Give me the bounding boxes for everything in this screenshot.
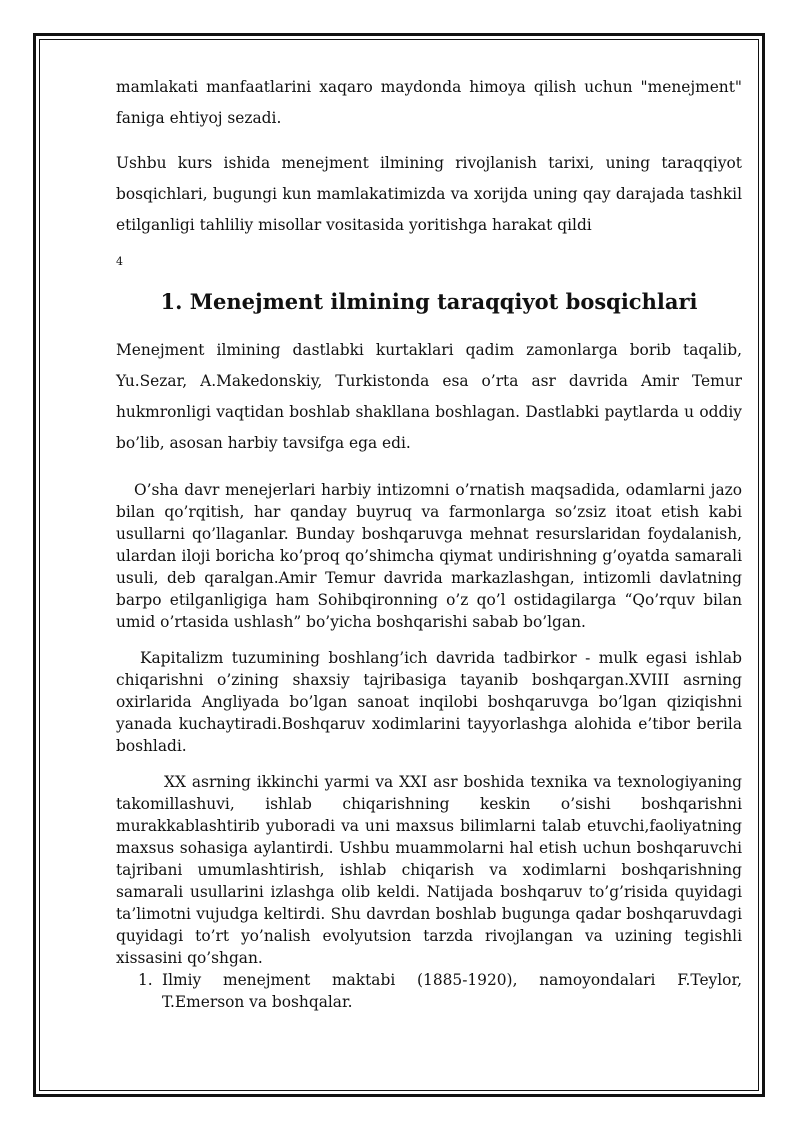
section-heading: 1. Menejment ilmining taraqqiyot bosqichlari bbox=[160, 289, 698, 314]
page-number: 4 bbox=[116, 255, 123, 268]
list-item-text: Ilmiy menejment maktabi (1885-1920), namoyondalari F.Teylor, T.Emerson va boshqalar. bbox=[162, 971, 742, 1011]
paragraph-intro: Menejment ilmining dastlabki kurtaklari qadim zamonlarga borib taqalib, Yu.Sezar, A.Makedonskiy, Turkistonda esa o’rta asr davrida Amir Temur hukmronligi vaqtidan boshlab shakllana boshlagan. Dastlabki paytlarda u oddiy bo’lib, asosan harbiy tavsifga ega edi. bbox=[116, 341, 742, 452]
numbered-list bbox=[116, 969, 742, 1013]
paragraph-course-intro: Ushbu kurs ishida menejment ilmining rivojlanish tarixi, uning taraqqiyot bosqichlari, bugungi kun mamlakatimizda va xorijda uning qay darajada tashkil etilganligi tahliliy misollar vositasida yoritishga harakat qildi bbox=[116, 154, 742, 234]
page-content bbox=[116, 72, 742, 1013]
list-item-number: 1. bbox=[138, 971, 153, 989]
paragraph-body-2: Kapitalizm tuzumining boshlang’ich davrida tadbirkor - mulk egasi ishlab chiqarishni o’zining shaxsiy tajribasiga tayanib boshqargan.XVIII asrning oxirlarida Angliyada bo’lgan sanoat inqilobi boshqaruvga bo’lgan qiziqishni yanada kuchaytiradi.Boshqaruv xodimlarini tayyorlashga alohida e’tibor berila boshladi. bbox=[116, 649, 742, 755]
paragraph-body-1: O’sha davr menejerlari harbiy intizomni o’rnatish maqsadida, odamlarni jazo bilan qo’rqitish, har qanday buyruq va farmonlarga so’zsiz itoat etish kabi usullarni qo’llaganlar. Bunday boshqaruvga mehnat resurslaridan foydalanish, ulardan iloji boricha ko’proq qo’shimcha qiymat undirishning g’oyatda samarali usuli, deb qaralgan.Amir Temur davrida markazlashgan, intizomli davlatning barpo etilganligiga ham Sohibqironning o’z qo’l ostidagilarga “Qo’rquv bilan umid o’rtasida ushlash” bo’yicha boshqarishi sabab bo’lgan. bbox=[116, 481, 742, 631]
paragraph-body-3: XX asrning ikkinchi yarmi va XXI asr boshida texnika va texnologiyaning takomillashuvi, ishlab chiqarishning keskin o’sishi boshqarishni murakkablashtirib yuboradi va uni maxsus bilimlarni talab etuvchi,faoliyatning maxsus sohasiga aylantirdi. Ushbu muammolarni hal etish uchun boshqaruvchi tajribani umumlashtirish, ishlab chiqarish va xodimlarni boshqarishning samarali usullarini izlashga olib keldi. Natijada boshqaruv to’g’risida quyidagi ta’limotni vujudga keltirdi. Shu davrdan boshlab bugunga qadar boshqaruvdagi quyidagi to’rt yo’nalish evolyutsion tarzda rivojlangan va uzining tegishli xissasini qo’shgan. bbox=[116, 773, 742, 967]
list-item bbox=[116, 969, 742, 1013]
paragraph-continuation: mamlakati manfaatlarini xaqaro maydonda himoya qilish uchun "menejment" faniga ehtiyoj sezadi. bbox=[116, 78, 742, 127]
